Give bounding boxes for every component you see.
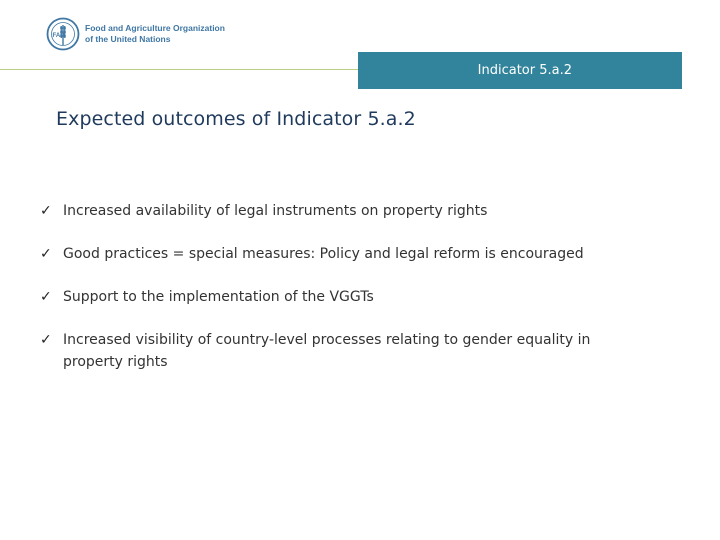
list-item <box>40 286 660 308</box>
fao-emblem-icon <box>46 16 80 52</box>
check-mark-icon: ✓ <box>40 203 52 219</box>
list-item-text: Increased availability of legal instruments on property rights <box>63 203 488 219</box>
list-item-text: Increased visibility of country-level processes relating to gender equality in property rights <box>63 332 591 370</box>
slide-title: Expected outcomes of Indicator 5.a.2 <box>56 108 416 130</box>
org-name-line-2: of the United Nations <box>85 34 171 44</box>
check-mark-icon: ✓ <box>40 289 52 305</box>
header-divider <box>0 69 360 70</box>
org-name-line-1: Food and Agriculture Organization <box>85 23 225 33</box>
list-item-text: Support to the implementation of the VGGTs <box>63 289 374 305</box>
svg-text:FAO: FAO <box>52 33 65 39</box>
outcomes-list <box>40 200 660 394</box>
check-mark-icon: ✓ <box>40 332 52 348</box>
list-item <box>40 200 660 222</box>
list-item-text: Good practices = special measures: Policy and legal reform is encouraged <box>63 246 584 262</box>
org-name <box>85 23 225 45</box>
list-item <box>40 329 660 373</box>
list-item <box>40 243 660 265</box>
indicator-banner <box>358 52 682 89</box>
indicator-label: Indicator 5.a.2 <box>477 63 572 78</box>
fao-logo <box>46 16 225 52</box>
check-mark-icon: ✓ <box>40 246 52 262</box>
